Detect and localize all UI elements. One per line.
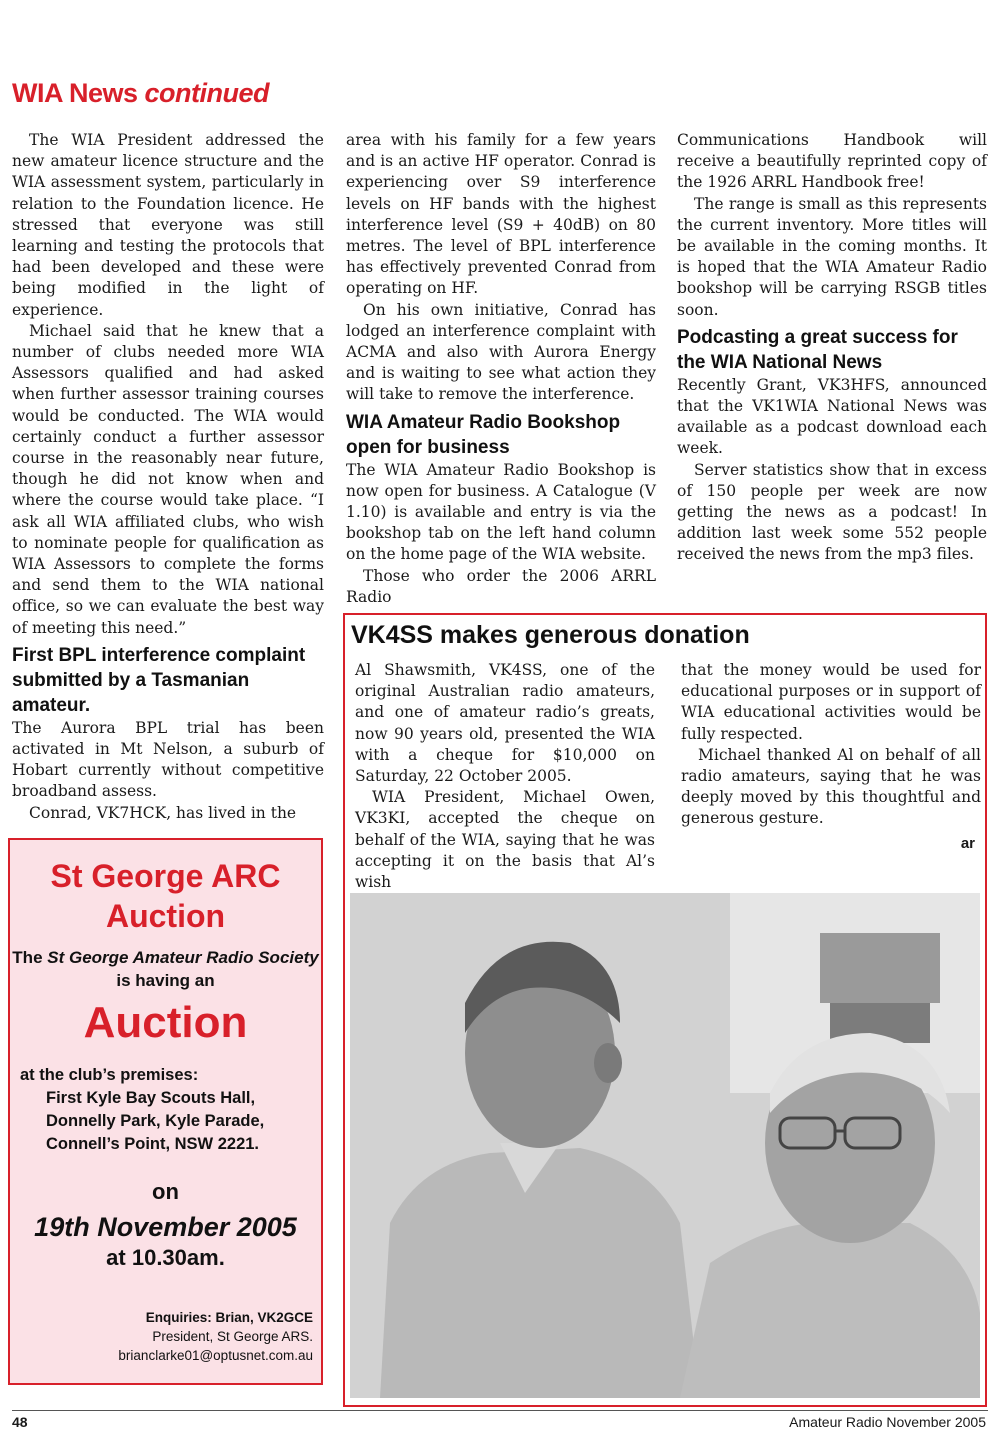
donation-box	[343, 613, 987, 1407]
society-name: St George Amateur Radio Society	[47, 948, 319, 967]
paragraph: Michael said that he knew that a number of clubs needed more WIA Assessors qualified and had asked when further assessor training courses would be conducted. The WIA would certainly conduct a further assessor course in the reasonably near future, though he did not know when and where the course would take place. “I ask all WIA affiliated clubs, who wish to nominate people for qualification as WIA Assessors to complete the forms and send them to the WIA national office, so we can evaluate the best way of meeting this need.”	[12, 321, 324, 637]
intro-text: is having an	[116, 971, 215, 990]
paragraph: The range is small as this represents the current inventory. More titles will be available in the coming months. It is hoped that the WIA Amateur Radio bookshop will be carrying RSGB titles soon.	[677, 194, 987, 319]
paragraph: Communications Handbook will receive a beautifully reprinted copy of the 1926 ARRL Handbook free!	[677, 131, 987, 192]
auction-big-word: Auction	[83, 998, 248, 1047]
paragraph: Al Shawsmith, VK4SS, one of the original Australian radio amateurs, and one of amateur radio’s greats, now 90 years old, presented the WIA with a cheque for $10,000 on Saturday, 22 October 2005.	[355, 661, 655, 786]
auction-time: at 10.30am.	[106, 1245, 225, 1270]
auction-intro	[10, 946, 321, 992]
donation-photo	[350, 893, 980, 1398]
paragraph: The Aurora BPL trial has been activated in Mt Nelson, a suburb of Hobart currently without competitive broadband assess.	[12, 718, 324, 801]
venue-line: First Kyle Bay Scouts Hall,	[46, 1089, 256, 1107]
paragraph: The WIA President addressed the new amateur licence structure and the WIA assessment system, particularly in relation to the Foundation licence. He stressed that everyone was still learning and testing the protocols that had been developed and these were being modified in the light of experience.	[12, 131, 324, 319]
enquiries-contact: Enquiries: Brian, VK2GCE	[145, 1310, 313, 1325]
podcast-heading: Podcasting a great success for the WIA National News	[677, 326, 958, 373]
bpl-heading: First BPL interference complaint submitted by a Tasmanian amateur.	[12, 644, 306, 716]
paragraph: Michael thanked Al on behalf of all radio amateurs, saying that he was deeply moved by this thoughtful and generous gesture.	[681, 745, 981, 828]
paragraph: WIA President, Michael Owen, VK3KI, accepted the cheque on behalf of the WIA, saying that he was accepting it on the basis that Al’s wish	[355, 788, 655, 892]
intro-text: The	[12, 948, 48, 967]
auction-advert	[8, 838, 323, 1385]
bookshop-heading: WIA Amateur Radio Bookshop open for business	[346, 411, 621, 458]
page-number: 48	[12, 1414, 28, 1430]
section-title	[12, 78, 269, 109]
footer-rule	[12, 1410, 988, 1411]
venue-line: Donnelly Park, Kyle Parade,	[46, 1112, 265, 1130]
auction-title	[10, 856, 321, 936]
paragraph: Conrad, VK7HCK, has lived in the	[29, 803, 297, 822]
paragraph: On his own initiative, Conrad has lodged an interference complaint with ACMA and also with Aurora Energy and is waiting to see what action they will take to remove the interference.	[346, 300, 656, 404]
paragraph: Server statistics show that in excess of 150 people per week are now getting the news as a podcast! In addition last week some 552 people received the news from the mp3 files.	[677, 460, 987, 564]
donation-column-2	[681, 660, 981, 830]
publication-line: Amateur Radio November 2005	[789, 1414, 986, 1430]
article-column-3	[677, 130, 987, 566]
auction-venue	[10, 1064, 321, 1156]
auction-on: on	[152, 1179, 179, 1204]
enquiries-role: President, St George ARS.	[152, 1329, 313, 1344]
section-title-text: WIA News	[12, 78, 138, 108]
auction-enquiries	[118, 1308, 313, 1365]
auction-title-line: Auction	[105, 898, 226, 934]
section-continued: continued	[144, 78, 270, 108]
article-column-1	[12, 130, 324, 824]
venue-intro: at the club’s premises:	[20, 1066, 199, 1084]
end-mark: ar	[960, 835, 975, 852]
auction-title-line: St George ARC	[50, 858, 281, 894]
paragraph: that the money would be used for educational purposes or in support of WIA educational activities would be fully respected.	[681, 661, 981, 743]
article-column-2	[346, 130, 656, 608]
donation-column-1	[355, 660, 655, 893]
venue-line: Connell’s Point, NSW 2221.	[46, 1135, 260, 1153]
auction-date: 19th November 2005	[34, 1212, 297, 1242]
paragraph: The WIA Amateur Radio Bookshop is now open for business. A Catalogue (V 1.10) is available and entry is via the bookshop tab on the left hand column on the home page of the WIA website.	[346, 460, 656, 564]
donation-title: VK4SS makes generous donation	[351, 621, 750, 649]
enquiries-email: brianclarke01@optusnet.com.au	[118, 1348, 313, 1363]
paragraph: Those who order the 2006 ARRL Radio	[346, 566, 656, 606]
paragraph: Recently Grant, VK3HFS, announced that the VK1WIA National News was available as a podcast download each week.	[677, 375, 987, 458]
paragraph: area with his family for a few years and is an active HF operator. Conrad is experiencing over S9 interference levels on HF bands with the highest interference level (S9 + 40dB) on 80 metres. The level of BPL interference has effectively prevented Conrad from operating on HF.	[346, 131, 656, 298]
photo-illustration	[350, 893, 980, 1398]
